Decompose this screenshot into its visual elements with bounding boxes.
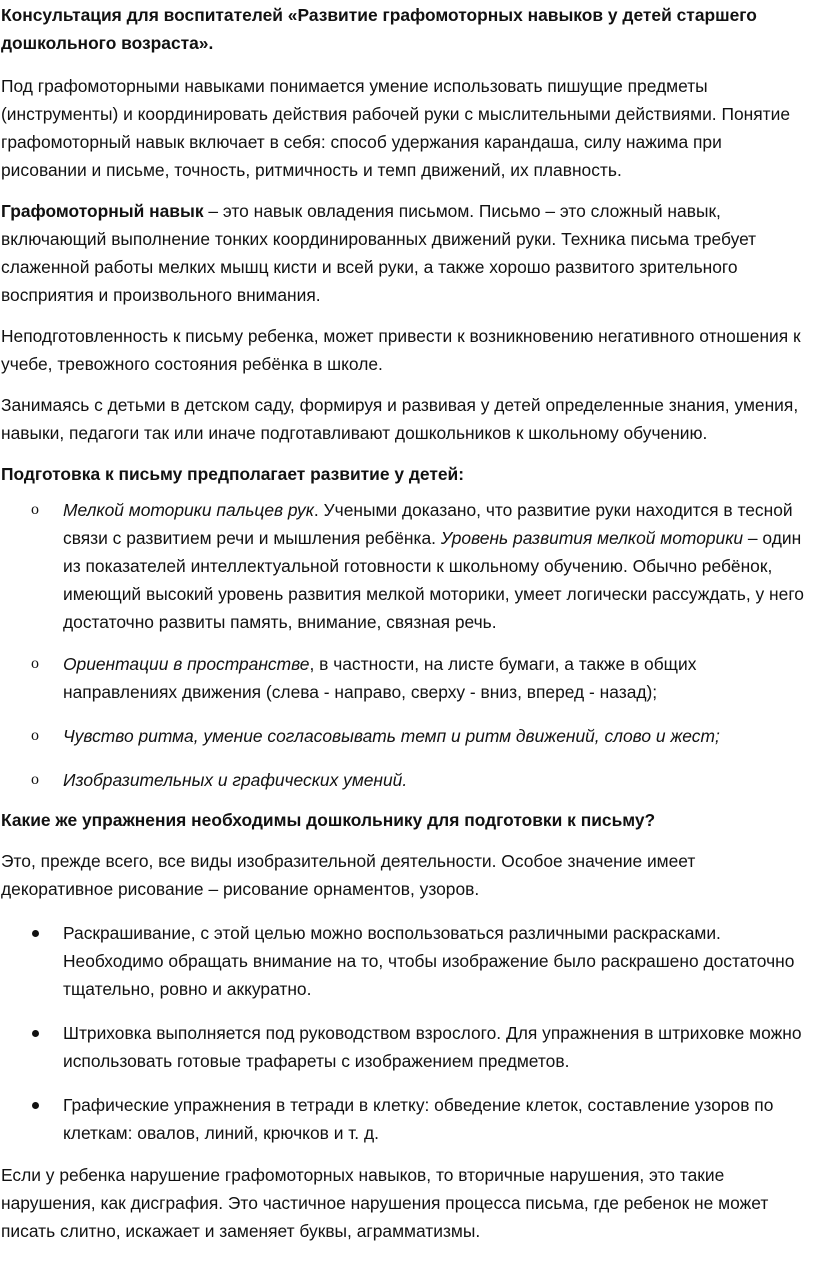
paragraph-disorders: Если у ребенка нарушение графомоторных навыков, то вторичные нарушения, это такие нарушения, как дисграфия. Это частичное нарушения процесса письма, где ребенок не может писать слитно, искажает и заменяет буквы, аграмматизмы. xyxy=(1,1165,769,1241)
list-item xyxy=(1,1019,806,1075)
item-graphic-exercises: Графические упражнения в тетради в клетку: обведение клеток, составление узоров по клеткам: овалов, линий, крючков и т. д. xyxy=(63,1095,774,1143)
item-visual-skills: Изобразительных и графических умений. xyxy=(63,770,408,790)
circle-bullet-icon: o xyxy=(31,771,39,788)
list-item xyxy=(1,496,806,636)
item-rhythm: Чувство ритма, умение согласовывать темп и ритм движений, слово и жест; xyxy=(63,726,720,746)
list-item xyxy=(1,722,806,750)
paragraph-definition: Под графомоторными навыками понимается умение использовать пишущие предметы (инструменты) и координировать действия рабочей руки с мыслительными действиями. Понятие графомоторный навык включает в себя: способ удержания карандаша, силу нажима при рисовании и письме, точность, ритмичность и темп движений, их плавность. xyxy=(1,76,790,180)
heading-exercises: Какие же упражнения необходимы дошкольнику для подготовки к письму? xyxy=(1,810,656,830)
heading-preparation: Подготовка к письму предполагает развитие у детей: xyxy=(1,464,465,484)
bullet-icon xyxy=(32,930,39,937)
development-list xyxy=(1,496,806,794)
circle-bullet-icon: o xyxy=(31,501,39,518)
circle-bullet-icon: o xyxy=(31,727,39,744)
item-orientation-text: , в частности, на листе бумаги, а также в общих направлениях движения (слева - направо, сверху - вниз, вперед - назад); xyxy=(63,654,697,702)
item-fine-motor-text: . Учеными доказано, что развитие руки находится в тесной связи с развитием речи и мышления ребёнка. xyxy=(63,500,793,548)
exercise-list xyxy=(1,919,806,1147)
term-graphomotor-skill: Графомоторный навык xyxy=(1,201,204,221)
item-fine-motor-level: Уровень развития мелкой моторики xyxy=(440,528,744,548)
paragraph-unpreparedness: Неподготовленность к письму ребенка, может привести к возникновению негативного отношения к учебе, тревожного состояния ребёнка в школе. xyxy=(1,326,801,374)
list-item xyxy=(1,766,806,794)
item-fine-motor-title: Мелкой моторики пальцев рук xyxy=(63,500,314,520)
circle-bullet-icon: o xyxy=(31,655,39,672)
item-coloring: Раскрашивание, с этой целью можно воспользоваться различными раскрасками. Необходимо обращать внимание на то, чтобы изображение было раскрашено достаточно тщательно, ровно и аккуратно. xyxy=(63,923,795,999)
paragraph-kindergarten: Занимаясь с детьми в детском саду, формируя и развивая у детей определенные знания, умения, навыки, педагоги так или иначе подготавливают дошкольников к школьному обучению. xyxy=(1,395,799,443)
item-hatching: Штриховка выполняется под руководством взрослого. Для упражнения в штриховке можно использовать готовые трафареты с изображением предметов. xyxy=(63,1023,802,1071)
bullet-icon xyxy=(32,1102,39,1109)
list-item xyxy=(1,1091,806,1147)
document-title: Консультация для воспитателей «Развитие графомоторных навыков у детей старшего дошкольного возраста». xyxy=(1,5,757,53)
list-item xyxy=(1,650,806,706)
list-item xyxy=(1,919,806,1003)
item-orientation-title: Ориентации в пространстве xyxy=(63,654,310,674)
item-fine-motor-text-2: – один из показателей интеллектуальной готовности к школьному обучению. Обычно ребёнок, имеющий высокий уровень развития мелкой моторики, умеет логически рассуждать, у него достаточно развиты память, внимание, связная речь. xyxy=(63,528,804,632)
bullet-icon xyxy=(32,1030,39,1037)
term-graphomotor-skill-text: – это навык овладения письмом. Письмо – это сложный навык, включающий выполнение тонких координированных движений руки. Техника письма требует слаженной работы мелких мышц кисти и всей руки, а также хорошо развитого зрительного восприятия и произвольного внимания. xyxy=(1,201,757,305)
paragraph-visual-activity: Это, прежде всего, все виды изобразительной деятельности. Особое значение имеет декоративное рисование – рисование орнаментов, узоров. xyxy=(1,851,696,899)
paragraph-graphomotor-skill xyxy=(1,197,806,309)
